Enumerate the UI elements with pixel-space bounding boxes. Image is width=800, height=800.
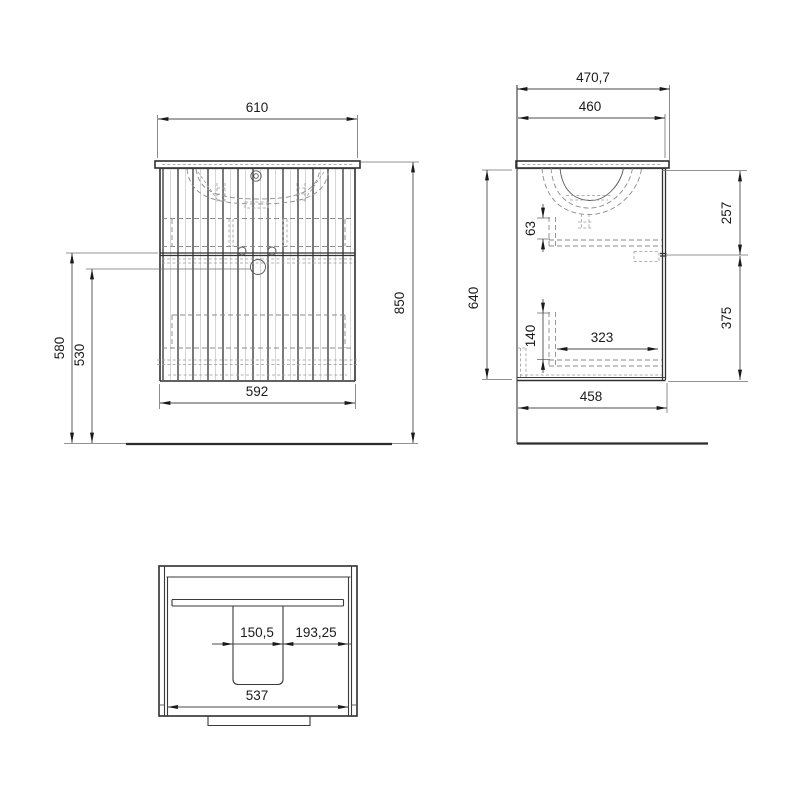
dim-height-total-label: 850	[392, 291, 407, 315]
side-wall-and-floor	[517, 85, 708, 444]
handle-hole-icon	[268, 247, 276, 255]
side-drawer-hidden-lines	[517, 217, 662, 377]
top-view	[159, 566, 357, 726]
dim-width-top-label: 610	[245, 100, 269, 115]
dim-cutout-width-label: 150,5	[240, 625, 274, 640]
dim-height-cabinet-label: 640	[466, 286, 481, 310]
dim-inner-depth-label: 323	[590, 330, 614, 345]
dim-lower-section-label: 375	[719, 306, 734, 330]
dim-depth-bottom-label: 458	[579, 389, 603, 404]
side-dimensions	[466, 70, 748, 413]
dim-depth-cabinet-label: 460	[578, 99, 602, 114]
dim-right-offset-label: 193,25	[295, 625, 337, 640]
front-view	[52, 100, 419, 444]
side-sink-hidden-lines	[542, 168, 642, 229]
front-dimensions	[52, 100, 419, 444]
dim-lower-inner-label: 140	[523, 324, 538, 348]
front-lip-protrusion	[208, 716, 310, 726]
dim-height-inner-label: 530	[72, 343, 87, 367]
top-dimensions	[168, 625, 353, 707]
front-drawer-divider	[160, 253, 355, 256]
handle-hole-icon	[238, 247, 246, 255]
top-drawer-back-rail	[172, 600, 344, 607]
dim-inner-width-label: 537	[245, 688, 269, 703]
dim-width-bottom-label: 592	[245, 384, 269, 399]
dim-depth-top-label: 470,7	[576, 70, 610, 85]
front-drawer-hidden-lines	[157, 219, 357, 376]
siphon-cutout	[233, 606, 283, 685]
front-countertop	[155, 161, 360, 168]
dim-height-divider-label: 580	[52, 336, 67, 360]
dim-upper-section-label: 257	[719, 201, 734, 225]
side-countertop	[516, 161, 669, 168]
dim-upper-inner-label: 63	[523, 220, 538, 237]
side-view	[466, 70, 748, 444]
